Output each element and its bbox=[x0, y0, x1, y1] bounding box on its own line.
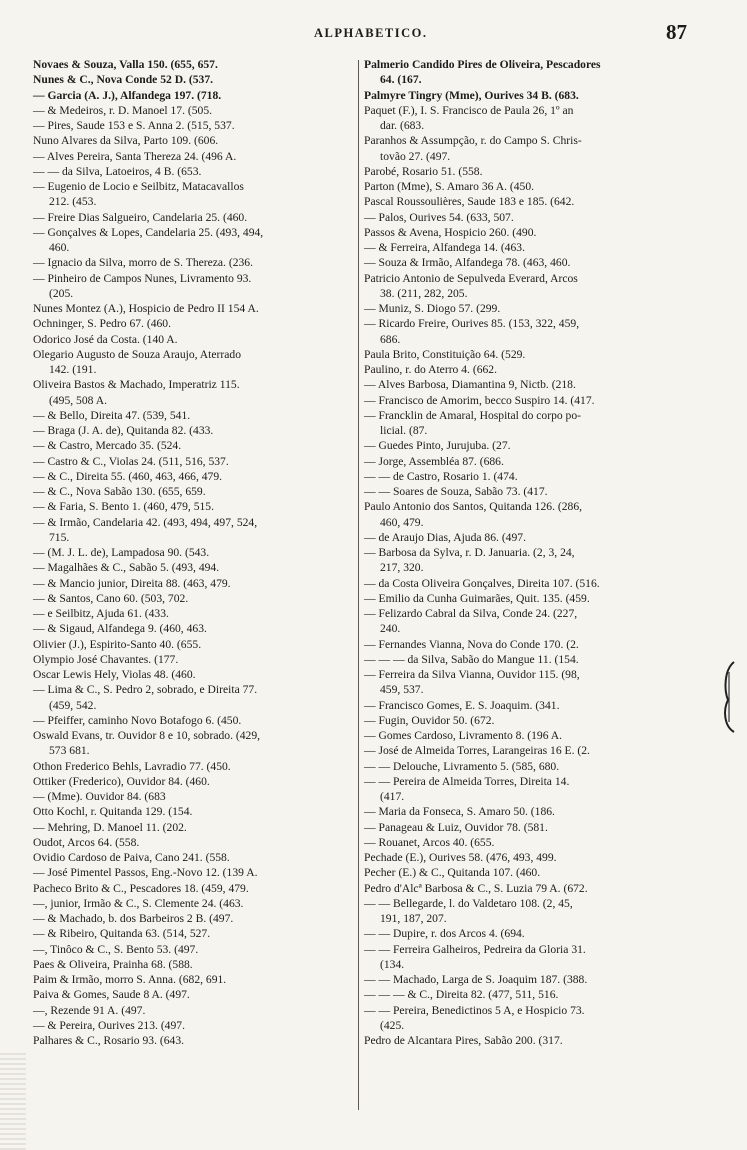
directory-entry: Olivier (J.), Espirito-Santo 40. (655. bbox=[33, 637, 202, 651]
directory-entry: — Braga (J. A. de), Quitanda 82. (433. bbox=[33, 424, 214, 437]
directory-entry: — Barbosa da Sylva, r. D. Januaria. (2, 3, 24, bbox=[364, 546, 575, 559]
directory-entry: — Pinheiro de Campos Nunes, Livramento 93. bbox=[33, 271, 252, 285]
directory-entry: Palhares & C., Rosario 93. (643. bbox=[33, 1034, 185, 1047]
directory-entry: Oliveira Bastos & Machado, Imperatriz 115. bbox=[33, 378, 240, 392]
binding-edge bbox=[0, 1050, 26, 1150]
directory-entry: 459, 537. bbox=[380, 683, 424, 697]
directory-entry: (205. bbox=[49, 286, 74, 300]
directory-entry: —, junior, Irmão & C., S. Clemente 24. (463. bbox=[33, 896, 244, 910]
running-title: ALPHABETICO. bbox=[314, 26, 428, 40]
directory-entry: — Emilio da Cunha Guimarães, Quit. 135. (459. bbox=[364, 591, 590, 605]
directory-entry: — & Pereira, Ourives 213. (497. bbox=[33, 1018, 185, 1032]
directory-entry: — & Faria, S. Bento 1. (460, 479, 515. bbox=[33, 500, 214, 514]
directory-entry: — — — & C., Direita 82. (477, 511, 516. bbox=[364, 988, 559, 1002]
directory-entry: (417. bbox=[380, 790, 405, 803]
directory-entry: (459, 542. bbox=[49, 698, 97, 712]
page-header bbox=[0, 22, 747, 48]
directory-entry: — Magalhães & C., Sabão 5. (493, 494. bbox=[33, 561, 220, 575]
directory-entry: — & Irmão, Candelaria 42. (493, 494, 497, 524, bbox=[33, 515, 258, 529]
directory-entry: — Fugin, Ouvidor 50. (672. bbox=[364, 713, 495, 727]
directory-entry: Novaes & Souza, Valla 150. (655, 657. bbox=[33, 58, 218, 71]
directory-entry: Pechade (E.), Ourives 58. (476, 493, 499. bbox=[364, 851, 557, 864]
directory-entry: Pacheco Brito & C., Pescadores 18. (459, 479. bbox=[33, 881, 249, 895]
directory-entry: — da Costa Oliveira Gonçalves, Direita 107. (516. bbox=[364, 576, 600, 590]
directory-entry: —, Rezende 91 A. (497. bbox=[33, 1003, 146, 1017]
directory-entry: — — Pereira de Almeida Torres, Direita 14. bbox=[364, 774, 570, 788]
directory-entry: — & Bello, Direita 47. (539, 541. bbox=[33, 408, 191, 422]
directory-entry: 191, 187, 207. bbox=[380, 912, 447, 925]
directory-entry: 460. bbox=[49, 241, 70, 254]
directory-entry: — — da Silva, Latoeiros, 4 B. (653. bbox=[33, 164, 202, 178]
directory-entry: — Francklin de Amaral, Hospital do corpo po- bbox=[364, 408, 582, 422]
directory-entry: — Alves Barbosa, Diamantina 9, Nictb. (218. bbox=[364, 378, 576, 392]
directory-entry: — Mehring, D. Manoel 11. (202. bbox=[33, 820, 187, 834]
directory-entry: — & C., Direita 55. (460, 463, 466, 479. bbox=[33, 469, 223, 483]
directory-entry: — (Mme). Ouvidor 84. (683 bbox=[33, 790, 166, 803]
directory-entry: Ottiker (Frederico), Ouvidor 84. (460. bbox=[33, 774, 210, 788]
directory-entry: Nunes & C., Nova Conde 52 D. (537. bbox=[33, 73, 214, 87]
directory-entry: — & Mancio junior, Direita 88. (463, 479. bbox=[33, 576, 231, 590]
directory-entry: — Lima & C., S. Pedro 2, sobrado, e Direita 77. bbox=[33, 683, 258, 697]
directory-entry: — Ignacio da Silva, morro de S. Thereza. (236. bbox=[33, 256, 254, 270]
directory-entry: Patricio Antonio de Sepulveda Everard, Arcos bbox=[364, 271, 578, 285]
directory-entry: — — Ferreira Galheiros, Pedreira da Gloria 31. bbox=[364, 942, 586, 956]
directory-entry: — Gomes Cardoso, Livramento 8. (196 A. bbox=[364, 729, 563, 742]
directory-entry: — & Santos, Cano 60. (503, 702. bbox=[33, 591, 189, 605]
right-column bbox=[364, 57, 702, 1048]
directory-entry: Pedro de Alcantara Pires, Sabão 200. (317. bbox=[364, 1034, 563, 1047]
directory-entry: — Panageau & Luiz, Ouvidor 78. (581. bbox=[364, 820, 548, 834]
directory-entry: (425. bbox=[380, 1018, 405, 1032]
directory-entry: — Jorge, Assembléa 87. (686. bbox=[364, 454, 504, 468]
directory-entry: Paiva & Gomes, Saude 8 A. (497. bbox=[33, 988, 190, 1002]
directory-entry: Olympio José Chavantes. (177. bbox=[33, 652, 179, 666]
directory-entry: Oscar Lewis Hely, Violas 48. (460. bbox=[33, 668, 196, 681]
directory-entry: — — Machado, Larga de S. Joaquim 187. (388. bbox=[364, 973, 588, 986]
directory-entry: — Francisco Gomes, E. S. Joaquim. (341. bbox=[364, 698, 560, 712]
directory-entry: — — Dupire, r. dos Arcos 4. (694. bbox=[364, 927, 525, 941]
directory-entry: — & Castro, Mercado 35. (524. bbox=[33, 439, 182, 453]
directory-entry: — & Ribeiro, Quitanda 63. (514, 527. bbox=[33, 927, 211, 941]
directory-entry: 212. (453. bbox=[49, 195, 97, 209]
directory-entry: Paes & Oliveira, Prainha 68. (588. bbox=[33, 957, 193, 971]
directory-entry: 38. (211, 282, 205. bbox=[380, 286, 468, 300]
directory-entry: — Garcia (A. J.), Alfandega 197. (718. bbox=[33, 88, 222, 102]
directory-entry: Pascal Roussoulières, Saude 183 e 185. (642. bbox=[364, 195, 575, 209]
directory-entry: dar. (683. bbox=[380, 119, 425, 132]
directory-entry: — José de Almeida Torres, Larangeiras 16 E. (2. bbox=[364, 744, 590, 758]
directory-entry: Olegario Augusto de Souza Araujo, Aterrado bbox=[33, 347, 241, 361]
directory-entry: Paulino, r. do Aterro 4. (662. bbox=[364, 363, 497, 376]
directory-entry: 460, 479. bbox=[380, 515, 424, 529]
directory-entry: Paim & Irmão, morro S. Anna. (682, 691. bbox=[33, 973, 227, 986]
directory-entry: — Alves Pereira, Santa Thereza 24. (496 A. bbox=[33, 149, 237, 163]
directory-entry: — Fernandes Vianna, Nova do Conde 170. (2. bbox=[364, 637, 579, 651]
directory-entry: — — Soares de Souza, Sabão 73. (417. bbox=[364, 485, 548, 498]
directory-entry: licial. (87. bbox=[380, 424, 428, 437]
directory-entry: Paranhos & Assumpção, r. do Campo S. Chris- bbox=[364, 134, 582, 148]
directory-entry: — Guedes Pinto, Jurujuba. (27. bbox=[364, 439, 511, 453]
directory-entry: — Pires, Saude 153 e S. Anna 2. (515, 537. bbox=[33, 119, 235, 132]
directory-entry: — — Delouche, Livramento 5. (585, 680. bbox=[364, 759, 560, 773]
directory-entry: Oudot, Arcos 64. (558. bbox=[33, 835, 140, 849]
page-number: 87 bbox=[666, 20, 687, 44]
directory-entry: (134. bbox=[380, 957, 405, 971]
left-column bbox=[33, 57, 363, 1048]
directory-entry: — & Machado, b. dos Barbeiros 2 B. (497. bbox=[33, 912, 234, 925]
directory-entry: — Gonçalves & Lopes, Candelaria 25. (493, 494, bbox=[33, 225, 264, 239]
directory-entry: — — de Castro, Rosario 1. (474. bbox=[364, 469, 518, 483]
directory-entry: Parobé, Rosario 51. (558. bbox=[364, 164, 483, 178]
directory-entry: — José Pimentel Passos, Eng.-Novo 12. (139 A. bbox=[33, 866, 258, 880]
directory-entry: Othon Frederico Behls, Lavradio 77. (450. bbox=[33, 759, 231, 773]
directory-entry: Odorico José da Costa. (140 A. bbox=[33, 332, 178, 346]
directory-entry: — Maria da Fonseca, S. Amaro 50. (186. bbox=[364, 805, 555, 819]
directory-entry: — Castro & C., Violas 24. (511, 516, 537. bbox=[33, 454, 229, 468]
margin-bracket-mark bbox=[720, 660, 738, 734]
directory-entry: Ochninger, S. Pedro 67. (460. bbox=[33, 317, 171, 331]
directory-entry: Paula Brito, Constituição 64. (529. bbox=[364, 347, 526, 361]
directory-entry: Otto Kochl, r. Quitanda 129. (154. bbox=[33, 805, 193, 819]
directory-entry: — Souza & Irmão, Alfandega 78. (463, 460. bbox=[364, 256, 571, 270]
directory-entry: (495, 508 A. bbox=[49, 393, 107, 407]
directory-entry: — Eugenio de Locio e Seilbitz, Matacavallos bbox=[33, 180, 244, 193]
directory-entry: — Ferreira da Silva Vianna, Ouvidor 115. (98, bbox=[364, 668, 580, 681]
directory-entry: Ovidio Cardoso de Paiva, Cano 241. (558. bbox=[33, 851, 230, 864]
directory-entry: — Francisco de Amorim, becco Suspiro 14. (417. bbox=[364, 393, 595, 407]
directory-entry: — & Sigaud, Alfandega 9. (460, 463. bbox=[33, 622, 207, 636]
directory-entry: 573 681. bbox=[49, 744, 90, 758]
directory-entry: Pedro d'Alcª Barbosa & C., S. Luzia 79 A. (672. bbox=[364, 881, 588, 895]
directory-entry: — — Bellegarde, l. do Valdetaro 108. (2, 45, bbox=[364, 896, 573, 910]
directory-entry: Palmerio Candido Pires de Oliveira, Pescadores bbox=[364, 58, 601, 71]
directory-entry: 64. (167. bbox=[380, 73, 422, 87]
directory-entry: — Palos, Ourives 54. (633, 507. bbox=[364, 210, 514, 224]
directory-entry: Oswald Evans, tr. Ouvidor 8 e 10, sobrado. (429, bbox=[33, 729, 261, 742]
column-divider bbox=[358, 60, 359, 1110]
directory-entry: — de Araujo Dias, Ajuda 86. (497. bbox=[364, 530, 526, 544]
directory-entry: Pecher (E.) & C., Quitanda 107. (460. bbox=[364, 866, 541, 880]
directory-entry: — & Ferreira, Alfandega 14. (463. bbox=[364, 241, 525, 254]
directory-entry: — — — da Silva, Sabão do Mangue 11. (154. bbox=[364, 652, 579, 666]
directory-entry: Paquet (F.), I. S. Francisco de Paula 26, 1º an bbox=[364, 103, 574, 117]
directory-entry: 686. bbox=[380, 332, 401, 346]
directory-entry: Parton (Mme), S. Amaro 36 A. (450. bbox=[364, 180, 535, 193]
directory-entry: — Pfeiffer, caminho Novo Botafogo 6. (450. bbox=[33, 713, 242, 727]
directory-entry: tovão 27. (497. bbox=[380, 149, 451, 163]
directory-entry: 142. (191. bbox=[49, 363, 97, 376]
directory-entry: — Rouanet, Arcos 40. (655. bbox=[364, 835, 495, 849]
directory-entry: — Ricardo Freire, Ourives 85. (153, 322, 459, bbox=[364, 317, 580, 331]
directory-entry: — & Medeiros, r. D. Manoel 17. (505. bbox=[33, 103, 213, 117]
directory-entry: — (M. J. L. de), Lampadosa 90. (543. bbox=[33, 546, 210, 559]
directory-entry: Nuno Alvares da Silva, Parto 109. (606. bbox=[33, 134, 219, 148]
directory-entry: — Freire Dias Salgueiro, Candelaria 25. (460. bbox=[33, 210, 248, 224]
directory-entry: — & C., Nova Sabão 130. (655, 659. bbox=[33, 485, 206, 498]
directory-entry: Paulo Antonio dos Santos, Quitanda 126. (286, bbox=[364, 500, 583, 514]
directory-entry: Passos & Avena, Hospicio 260. (490. bbox=[364, 225, 537, 239]
directory-entry: — Felizardo Cabral da Silva, Conde 24. (227, bbox=[364, 607, 578, 620]
directory-entry: — Muniz, S. Diogo 57. (299. bbox=[364, 302, 501, 315]
directory-entry: — e Seilbitz, Ajuda 61. (433. bbox=[33, 607, 169, 620]
directory-entry: Nunes Montez (A.), Hospicio de Pedro II 154 A. bbox=[33, 302, 259, 315]
directory-entry: Palmyre Tingry (Mme), Ourives 34 B. (683. bbox=[364, 88, 579, 102]
directory-entry: — — Pereira, Benedictinos 5 A, e Hospicio 73. bbox=[364, 1003, 585, 1017]
directory-entry: —, Tinôco & C., S. Bento 53. (497. bbox=[33, 942, 199, 956]
directory-entry: 715. bbox=[49, 530, 70, 544]
directory-entry: 217, 320. bbox=[380, 561, 424, 575]
directory-entry: 240. bbox=[380, 622, 401, 636]
